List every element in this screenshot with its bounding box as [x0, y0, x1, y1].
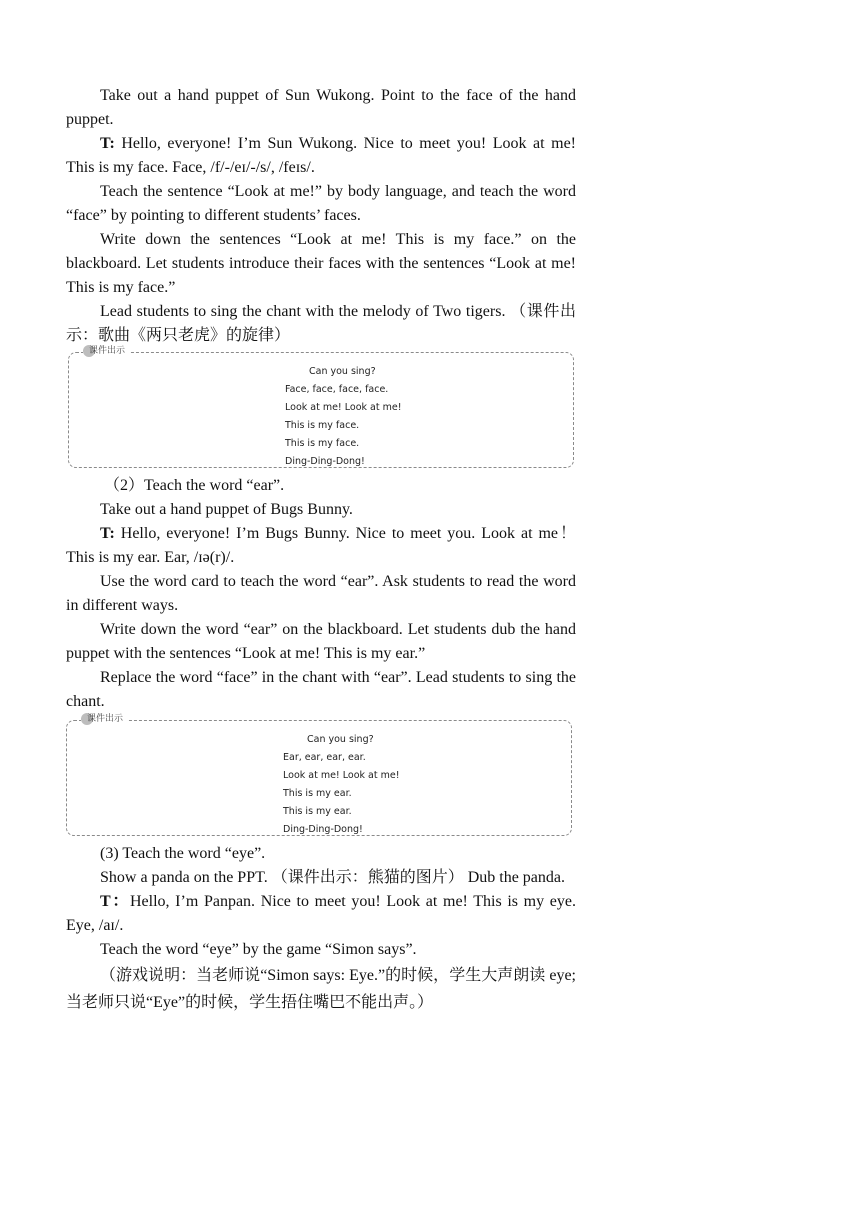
courseware-box [68, 346, 574, 468]
chant-title: Can you sing? [309, 366, 376, 377]
paragraph: Write down the word “ear” on the blackboard. Let students dub the hand puppet with the sentences “Look at me! This is my ear.” [66, 621, 576, 662]
paragraph: Take out a hand puppet of Bugs Bunny. [100, 501, 353, 518]
game-note: （游戏说明：当老师说“Simon says: Eye.”的时候，学生大声朗读 eye;当老师只说“Eye”的时候，学生捂住嘴巴不能出声。） [66, 967, 576, 1011]
courseware-tag: 课件出示 [83, 344, 129, 358]
chant-line: This is my ear. [283, 788, 352, 799]
dialogue-paragraph [66, 132, 576, 180]
paragraph: Show a panda on the PPT. （课件出示：熊猫的图片） Dub the panda. [100, 869, 565, 886]
chant-line: This is my face. [285, 438, 360, 449]
chant-lyrics [285, 363, 402, 471]
paragraph: Lead students to sing the chant with the melody of Two tigers. （课件出示：歌曲《两只老虎》的旋律） [66, 303, 576, 344]
chant-line: Look at me! Look at me! [283, 770, 400, 781]
chant-title: Can you sing? [307, 734, 374, 745]
paragraph: Teach the sentence “Look at me!” by body language, and teach the word “face” by pointing to different students’ faces. [66, 183, 576, 224]
courseware-tag: 课件出示 [81, 712, 127, 726]
chant-line: This is my face. [285, 420, 360, 431]
chant-line: Ding-Ding-Dong! [285, 456, 365, 467]
chant-line: This is my ear. [283, 806, 352, 817]
paragraph: Replace the word “face” in the chant with “ear”. Lead students to sing the chant. [66, 669, 576, 710]
chant-line: Ding-Ding-Dong! [283, 824, 363, 835]
dialogue-text: Hello, I’m Panpan. Nice to meet you! Look at me! This is my eye. Eye, /aɪ/. [66, 893, 576, 934]
speaker-label: T： [100, 893, 130, 910]
paragraph: Use the word card to teach the word “ear”. Ask students to read the word in different ways. [66, 573, 576, 614]
chant-lyrics [283, 731, 400, 839]
dialogue-paragraph [66, 522, 576, 570]
paragraph: Take out a hand puppet of Sun Wukong. Point to the face of the hand puppet. [66, 87, 576, 128]
section-heading: （2）Teach the word “ear”. [104, 477, 285, 494]
dialogue-text: Hello, everyone! I’m Sun Wukong. Nice to meet you! Look at me! This is my face. Face, /f/-/eɪ/-/s/, /feɪs/. [66, 135, 576, 176]
dialogue-paragraph [66, 890, 576, 938]
courseware-box [66, 714, 572, 836]
chant-line: Ear, ear, ear, ear. [283, 752, 366, 763]
section-heading: (3) Teach the word “eye”. [100, 845, 266, 862]
speaker-label: T: [100, 135, 115, 152]
dialogue-text: Hello, everyone! I’m Bugs Bunny. Nice to meet you. Look at me！ This is my ear. Ear, /ɪə(r)/. [66, 525, 576, 566]
paragraph: Teach the word “eye” by the game “Simon says”. [100, 941, 417, 958]
document-body [66, 84, 576, 1016]
chant-line: Look at me! Look at me! [285, 402, 402, 413]
paragraph: Write down the sentences “Look at me! This is my face.” on the blackboard. Let students introduce their faces with the sentences “Look at me! This is my face.” [66, 231, 576, 296]
speaker-label: T: [100, 525, 115, 542]
chant-line: Face, face, face, face. [285, 384, 389, 395]
